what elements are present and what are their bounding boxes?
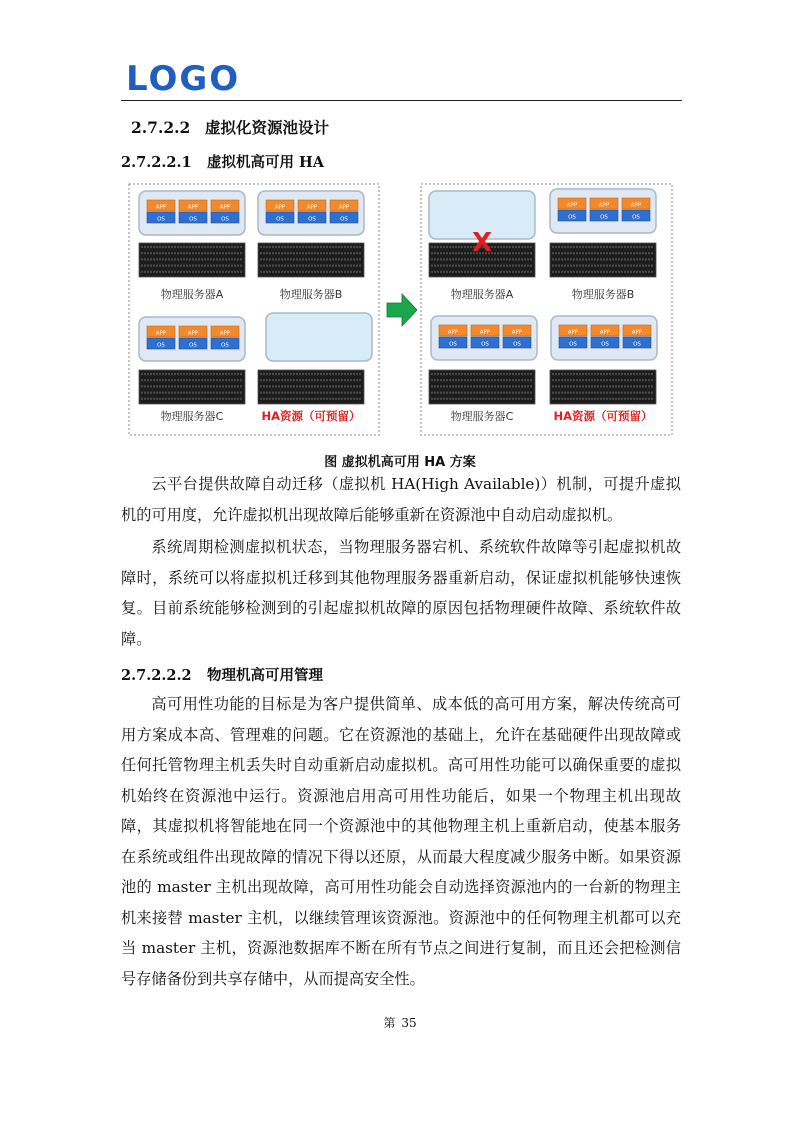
app-label: APP <box>631 329 643 336</box>
os-label: OS <box>633 341 641 348</box>
section-title: 虚拟化资源池设计 <box>205 118 330 137</box>
app-label: APP <box>567 329 579 336</box>
subsection-title-2: 物理机高可用管理 <box>207 667 323 684</box>
os-label: OS <box>189 216 197 223</box>
section-heading <box>131 116 329 138</box>
server-label: 物理服务器B <box>571 288 635 301</box>
os-label: OS <box>601 341 609 348</box>
ha-diagram <box>125 183 675 438</box>
app-label: APP <box>566 202 578 209</box>
os-label: OS <box>308 216 316 223</box>
app-label: APP <box>479 329 491 336</box>
os-label: OS <box>276 216 284 223</box>
page-number: 35 <box>401 1016 417 1030</box>
app-label: APP <box>219 204 231 211</box>
subsection-number-1: 2.7.2.2.1 <box>121 154 192 171</box>
footer-prefix: 第 <box>383 1016 396 1030</box>
os-label: OS <box>600 214 608 221</box>
app-label: APP <box>155 204 167 211</box>
server-label: 物理服务器A <box>450 288 514 301</box>
os-label: OS <box>221 342 229 349</box>
app-label: APP <box>306 204 318 211</box>
os-label: OS <box>569 341 577 348</box>
app-label: APP <box>155 330 167 337</box>
subsection-number-2: 2.7.2.2.2 <box>121 667 192 684</box>
os-label: OS <box>221 216 229 223</box>
section-number: 2.7.2.2 <box>131 118 191 137</box>
app-label: APP <box>274 204 286 211</box>
failure-mark: X <box>471 228 493 258</box>
os-label: OS <box>189 342 197 349</box>
os-label: OS <box>568 214 576 221</box>
header-rule <box>121 100 682 101</box>
ha-reserve-box <box>266 313 372 361</box>
app-label: APP <box>187 204 199 211</box>
server-label: 物理服务器C <box>160 410 224 423</box>
os-label: OS <box>632 214 640 221</box>
subsection-title-1: 虚拟机高可用 HA <box>207 154 324 171</box>
transition-arrow <box>387 294 417 326</box>
paragraph-2: 系统周期检测虚拟机状态，当物理服务器宕机、系统软件故障等引起虚拟机故障时，系统可以将虚拟机迁移到其他物理服务器重新启动，保证虚拟机能够快速恢复。目前系统能够检测到的引起虚拟机故障的原因包括物理硬件故障、系统软件故障。 <box>121 538 681 648</box>
app-label: APP <box>598 202 610 209</box>
paragraph-1: 云平台提供故障自动迁移（虚拟机 HA(High Available)）机制，可提升虚拟机的可用度，允许虚拟机出现故障后能够重新在资源池中自动启动虚拟机。 <box>121 475 681 524</box>
server-label: HA资源（可预留） <box>553 409 653 423</box>
app-label: APP <box>219 330 231 337</box>
app-label: APP <box>630 202 642 209</box>
app-label: APP <box>187 330 199 337</box>
os-label: OS <box>449 341 457 348</box>
server-label: 物理服务器B <box>279 288 343 301</box>
app-label: APP <box>338 204 350 211</box>
os-label: OS <box>157 342 165 349</box>
subsection-heading-2 <box>121 664 323 685</box>
os-label: OS <box>481 341 489 348</box>
app-label: APP <box>447 329 459 336</box>
os-label: OS <box>340 216 348 223</box>
app-label: APP <box>511 329 523 336</box>
figure-caption: 图 虚拟机高可用 HA 方案 <box>324 455 476 470</box>
os-label: OS <box>157 216 165 223</box>
os-label: OS <box>513 341 521 348</box>
page-footer <box>0 1014 800 1031</box>
server-label: 物理服务器A <box>160 288 224 301</box>
app-label: APP <box>599 329 611 336</box>
logo: LOGO <box>126 59 241 99</box>
subsection-heading-1 <box>121 151 324 172</box>
server-label: HA资源（可预留） <box>261 409 361 423</box>
paragraph-3: 高可用性功能的目标是为客户提供简单、成本低的高可用方案，解决传统高可用方案成本高、管理难的问题。它在资源池的基础上，允许在基础硬件出现故障或任何托管物理主机丢失时自动重新启动虚拟机。高可用性功能可以确保重要的虚拟机始终在资源池中运行。资源池启用高可用性功能后，如果一个物理主机出现故障，其虚拟机将智能地在同一个资源池中的其他物理主机上重新启动，使基本服务在系统或组件出现故障的情况下得以还原，从而最大程度减少服务中断。如果资源池的 master 主机出现故障，高可用性功能会自动选择资源池内的一台新的物理主机来接替 master 主机，以继续管理该资源池。资源池中的任何物理主机都可以充当 master 主机，资源池数据库不断在所有节点之间进行复制，而且还会把检测信号存储备份到共享存储中，从而提高安全性。 <box>121 695 681 988</box>
server-label: 物理服务器C <box>450 410 514 423</box>
